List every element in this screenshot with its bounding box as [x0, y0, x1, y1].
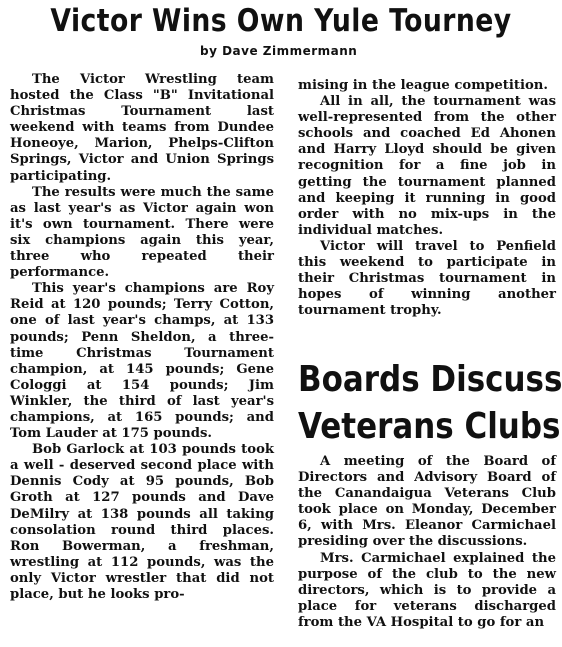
- article-paragraph: This year's champions are Roy Reid at 120 pounds; Terry Cotton, one of last year's champs, at 133 pounds; Penn Sheldon, a three-time Christmas Tournament champion, at 145 pounds; Gene Cologgi at 154 pounds; Jim Winkler, the third of last year's champions, at 165 pounds; and Tom Lauder at 175 pounds.: [10, 281, 274, 442]
- article-column-left: [10, 72, 274, 603]
- second-article-column: [298, 454, 556, 631]
- article-paragraph: Victor will travel to Penfield this weekend to participate in their Christmas tournament in hopes of winning another tournament trophy.: [298, 238, 556, 319]
- article-paragraph: A meeting of the Board of Directors and Advisory Board of the Canandaigua Veterans Club took place on Monday, December 6, with Mrs. Eleanor Carmichael presiding over the discussions.: [298, 454, 556, 550]
- article-headline: Victor Wins Own Yule Tourney: [50, 3, 512, 39]
- article-paragraph: The results were much the same as last year's as Victor again won it's own tournament. There were six champions again this year, three who repeated their performance.: [10, 184, 274, 281]
- article-paragraph-continued: mising in the league competition.: [298, 78, 548, 93]
- article-column-right: [298, 78, 556, 319]
- headline-line: Veterans Clubs: [298, 406, 561, 447]
- article-paragraph: Bob Garlock at 103 pounds took a well - deserved second place with Dennis Cody at 95 pounds, Bob Groth at 127 pounds and Dave DeMilry at 138 pounds all taking consolation round third places. Ron Bowerman, a freshman, wrestling at 112 pounds, was the only Victor wrestler that did not place, but he looks pro-: [10, 442, 274, 602]
- article-byline: by Dave Zimmermann: [200, 44, 358, 58]
- second-article-headline: [298, 356, 562, 450]
- article-paragraph: The Victor Wrestling team hosted the Class "B" Invitational Christmas Tournament last weekend with teams from Dundee Honeoye, Marion, Phelps-Clifton Springs, Victor and Union Springs participating.: [10, 72, 274, 184]
- headline-line: Boards Discuss: [298, 359, 562, 400]
- article-paragraph: All in all, the tournament was well-represented from the other schools and coached Ed Ahonen and Harry Lloyd should be given recognition for a fine job in getting the tournament planned and keeping it running in good order with no mix-ups in the individual matches.: [298, 94, 556, 238]
- article-paragraph: Mrs. Carmichael explained the purpose of the club to the new directors, which is to provide a place for veterans discharged from the VA Hospital to go for an: [298, 550, 556, 630]
